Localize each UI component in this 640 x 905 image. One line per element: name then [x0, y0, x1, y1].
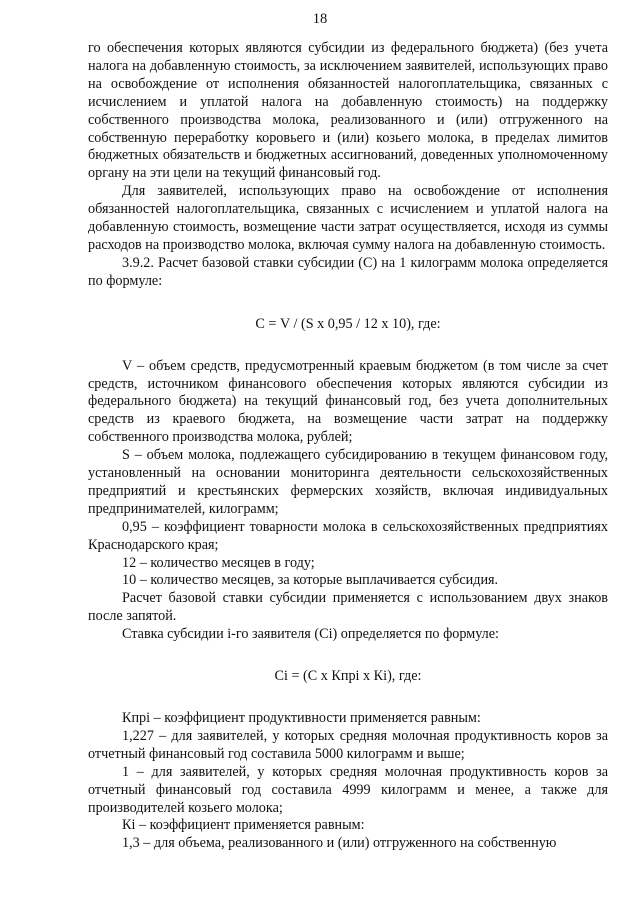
formula-applicant-rate: Сi = (С х Кпрi х Кi), где:	[274, 668, 422, 685]
definition-coefficient-095: 0,95 – коэффициент товарности молока в сельскохозяйственных предприятиях Краснодарского края;	[88, 518, 608, 553]
definition-ki-13: 1,3 – для объема, реализованного и (или) отгруженного на собственную	[122, 835, 557, 852]
paragraph-rounding: Расчет базовой ставки субсидии применяется с использованием двух знаков после запятой.	[88, 590, 608, 625]
paragraph-base-rate-intro: 3.9.2. Расчет базовой ставки субсидии (С) на 1 килограмм молока определяется по формуле:	[88, 254, 608, 289]
definition-s: S – объем молока, подлежащего субсидированию в текущем финансовом году, установленный на основании мониторинга деятельности сельскохозяйственных предприятий и крестьянских фермерских хозяйств, включая индивидуальных предпринимателей, килограмм;	[88, 447, 608, 517]
definition-ki: Кi – коэффициент применяется равным:	[122, 817, 365, 834]
paragraph-applicant-rate-intro: Ставка субсидии i-го заявителя (Сi) определяется по формуле:	[122, 626, 499, 643]
definition-kpri-1: 1 – для заявителей, у которых средняя молочная продуктивность коров за отчетный финансовый год составила 4999 килограмм и менее, а также для производителей козьего молока;	[88, 763, 608, 816]
definition-kpri-1227: 1,227 – для заявителей, у которых средняя молочная продуктивность коров за отчетный финансовый год составила 5000 килограмм и выше;	[88, 727, 608, 762]
document-body	[88, 40, 608, 853]
definition-v: V – объем средств, предусмотренный краевым бюджетом (в том числе за счет средств, источником финансового обеспечения которых являются субсидии из федерального бюджета) на текущий финансовый год, без учета дополнительных средств из краевого бюджета, на возмещение части затрат на поддержку собственного производства молока, рублей;	[88, 357, 608, 446]
definition-12-months: 12 – количество месяцев в году;	[122, 554, 315, 571]
paragraph-vat-exemption: Для заявителей, использующих право на освобождение от исполнения обязанностей налогоплательщика, связанных с исчислением и уплатой налога на добавленную стоимость, возмещение части затрат осуществляется, исходя из суммы расходов на производство молока, включая сумму налога на добавленную стоимость.	[88, 183, 608, 253]
page-number: 18	[312, 11, 328, 27]
paragraph-continuation: го обеспечения которых являются субсидии из федерального бюджета) (без учета налога на добавленную стоимость, за исключением заявителей, использующих право на освобождение от исполнения обязанностей налогоплательщика, связанных с исчислением и уплатой налога на добавленную стоимость) на поддержку собственного производства молока, реализованного и (или) отгруженного на собственную переработку коровьего и (или) козьего молока, в пределах лимитов бюджетных обязательств и бюджетных ассигнований, доведенных уполномоченному органу на эти цели на текущий финансовый год.	[88, 40, 608, 182]
definition-10-months: 10 – количество месяцев, за которые выплачивается субсидия.	[122, 572, 499, 589]
formula-base-rate: С = V / (S х 0,95 / 12 х 10), где:	[255, 315, 441, 332]
definition-kpri: Кпрi – коэффициент продуктивности применяется равным:	[122, 710, 481, 726]
